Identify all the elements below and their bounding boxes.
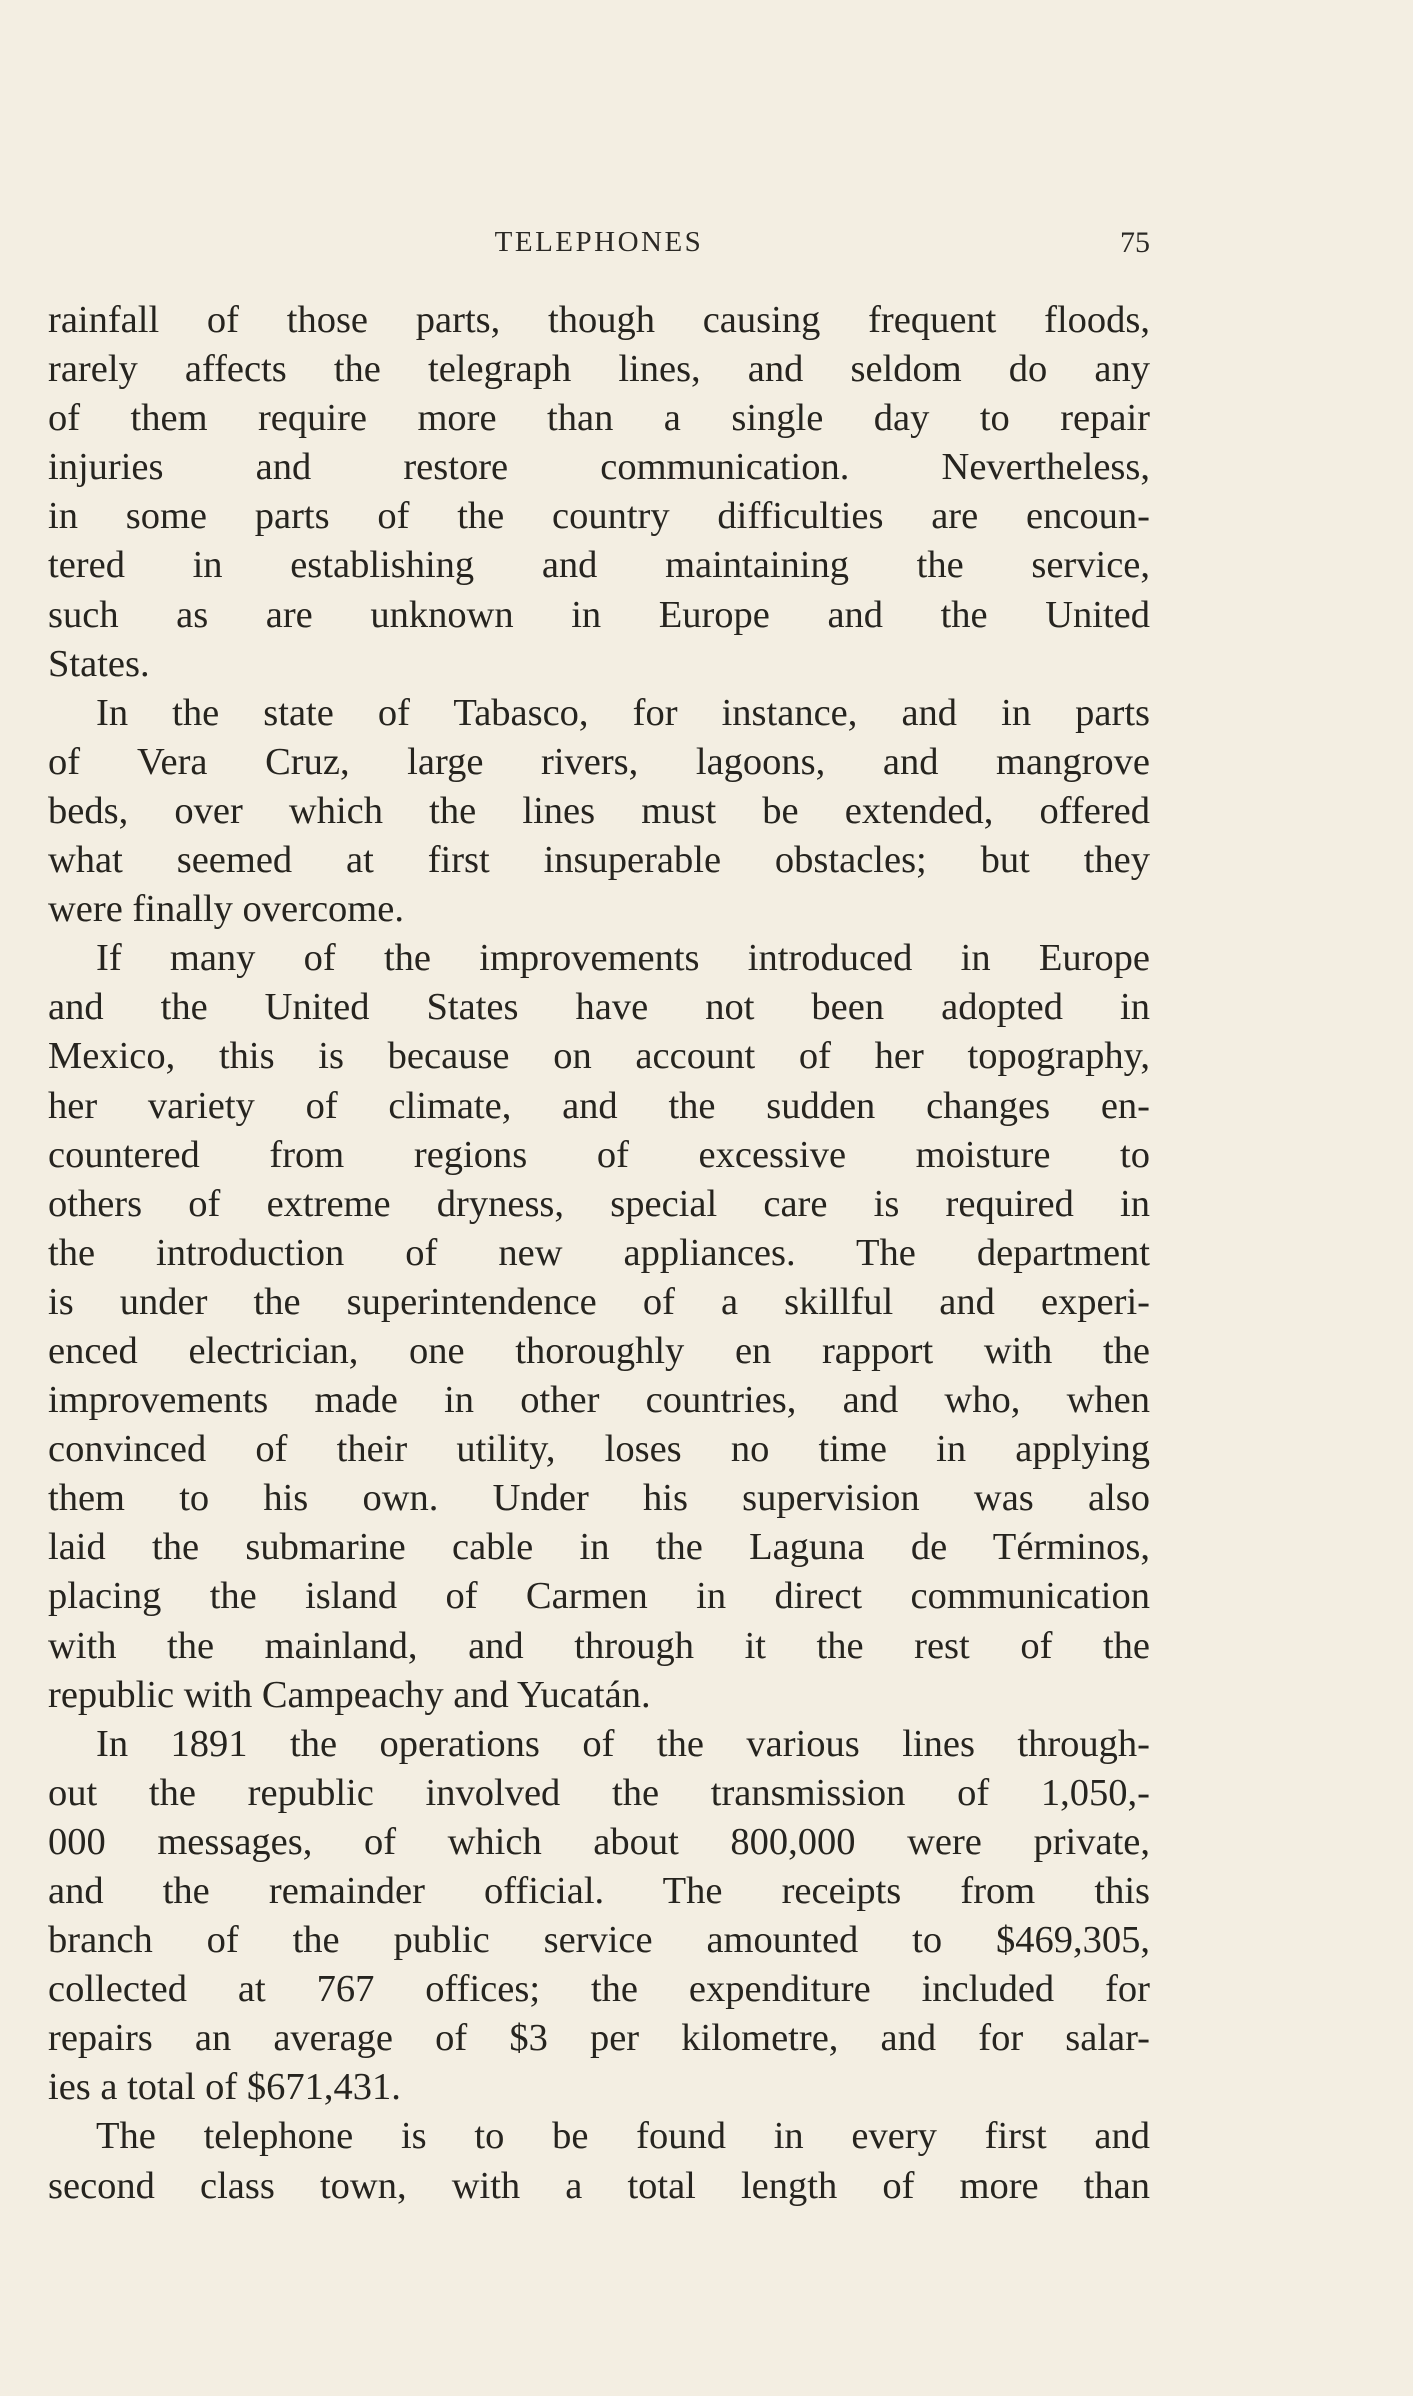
text-line: Mexico, this is because on account of her topography, (48, 1035, 1150, 1078)
text-line: and the United States have not been adopted in (48, 986, 1150, 1029)
text-line: injuries and restore communication. Nevertheless, (48, 446, 1150, 489)
text-line: collected at 767 offices; the expenditure included for (48, 1968, 1150, 2011)
text-line: repairs an average of $3 per kilometre, and for salar- (48, 2017, 1150, 2060)
text-line: improvements made in other countries, and who, when (48, 1379, 1150, 1422)
text-line: the introduction of new appliances. The department (48, 1231, 1150, 1274)
text-line: branch of the public service amounted to $469,305, (48, 1919, 1150, 1962)
text-line: and the remainder official. The receipts from this (48, 1870, 1150, 1912)
text-line: second class town, with a total length of more than (48, 2164, 1150, 2207)
text-line: tered in establishing and maintaining the service, (48, 544, 1150, 587)
text-line: out the republic involved the transmission of 1,050,- (48, 1771, 1150, 1814)
text-line: in some parts of the country difficulties are encoun- (48, 495, 1150, 538)
text-line: laid the submarine cable in the Laguna de Términos, (48, 1526, 1150, 1569)
text-line: beds, over which the lines must be extended, offered (48, 789, 1150, 832)
text-line: of them require more than a single day to repair (48, 397, 1150, 440)
page-number: 75 (1120, 226, 1150, 259)
text-line: ies a total of $671,431. (48, 2066, 401, 2109)
text-line: were finally overcome. (48, 888, 404, 931)
text-line: countered from regions of excessive moisture to (48, 1133, 1150, 1176)
text-line: If many of the improvements introduced in Europe (96, 937, 1150, 980)
text-line: them to his own. Under his supervision was also (48, 1477, 1150, 1520)
text-line: enced electrician, one thoroughly en rapport with the (48, 1329, 1150, 1372)
text-line: her variety of climate, and the sudden changes en- (48, 1084, 1150, 1127)
text-line: rainfall of those parts, though causing frequent floods, (48, 299, 1150, 341)
text-line: others of extreme dryness, special care is required in (48, 1182, 1150, 1225)
text-line: States. (48, 642, 150, 685)
running-head (48, 222, 1150, 262)
text-line: with the mainland, and through it the rest of the (48, 1624, 1150, 1667)
text-line: rarely affects the telegraph lines, and seldom do any (48, 348, 1150, 391)
running-head-title: TELEPHONES (494, 226, 704, 258)
text-line: of Vera Cruz, large rivers, lagoons, and mangrove (48, 740, 1150, 783)
text-line: In 1891 the operations of the various lines through- (96, 1722, 1150, 1765)
text-line: what seemed at first insuperable obstacles; but they (48, 839, 1150, 882)
text-line: placing the island of Carmen in direct communication (48, 1575, 1150, 1618)
text-line: The telephone is to be found in every first and (96, 2115, 1150, 2158)
text-line: is under the superintendence of a skillful and experi- (48, 1280, 1150, 1323)
text-line: republic with Campeachy and Yucatán. (48, 1673, 651, 1716)
text-line: such as are unknown in Europe and the United (48, 593, 1150, 636)
body-text (48, 296, 1150, 2211)
text-line: In the state of Tabasco, for instance, and in parts (96, 691, 1150, 734)
text-line: convinced of their utility, loses no time in applying (48, 1428, 1150, 1471)
text-line: 000 messages, of which about 800,000 were private, (48, 1820, 1150, 1863)
